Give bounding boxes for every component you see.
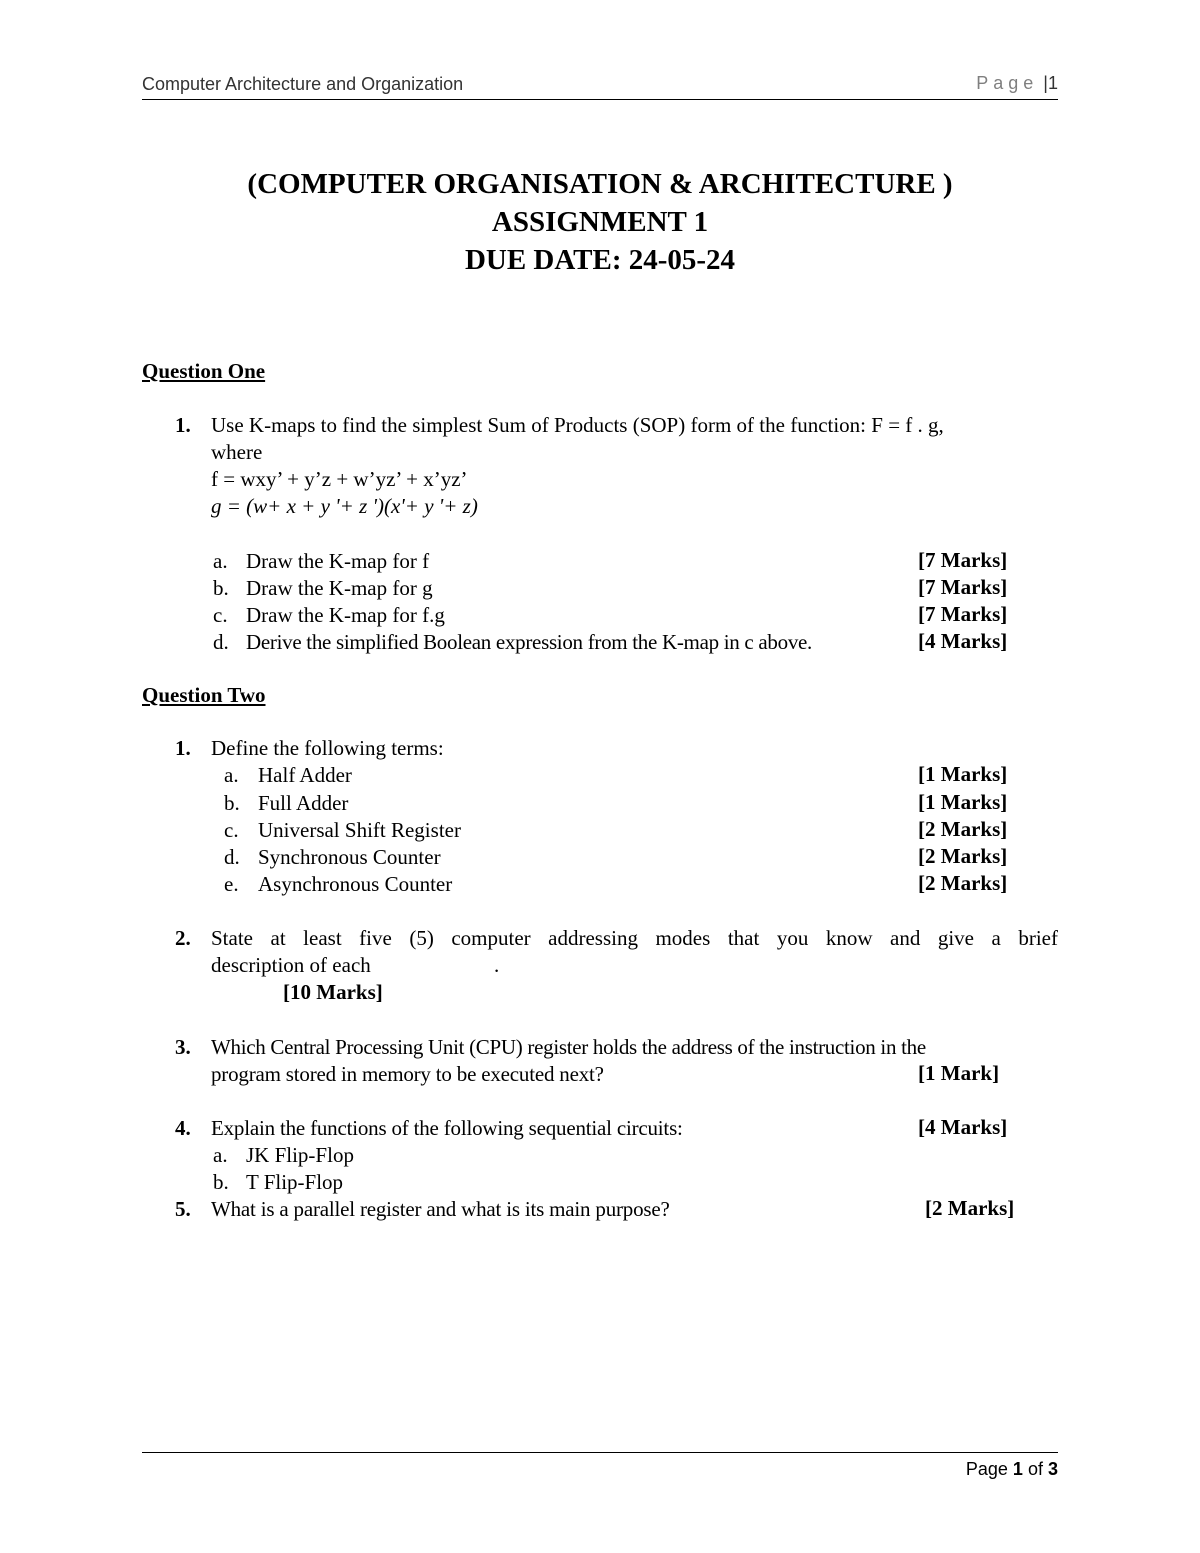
q2-item3-text-line2: program stored in memory to be executed next? — [211, 1062, 604, 1086]
assignment-label: ASSIGNMENT 1 — [491, 206, 709, 238]
q2-item4-part-letter: b. — [213, 1170, 229, 1194]
q1-part-letter: c. — [213, 603, 228, 627]
q2-item5-text: What is a parallel register and what is its main purpose? — [211, 1197, 670, 1221]
q2-item5-number: 5. — [175, 1197, 191, 1221]
q1-item-text-line2: where — [211, 440, 263, 464]
q2-term-letter: e. — [224, 872, 239, 896]
document-title: (COMPUTER ORGANISATION & ARCHITECTURE ) — [247, 168, 953, 200]
q2-item4-number: 4. — [175, 1116, 191, 1140]
q2-item4-text: Explain the functions of the following sequential circuits: — [211, 1116, 683, 1140]
q2-item1-text: Define the following terms: — [211, 736, 444, 760]
q2-item4-part-text: T Flip-Flop — [246, 1170, 344, 1194]
q2-item2-trailing-dot: . — [494, 953, 500, 977]
page-footer — [966, 1459, 1058, 1480]
q2-item3-text-line1: Which Central Processing Unit (CPU) register holds the address of the instruction in the — [211, 1035, 926, 1059]
q1-part-marks: [7 Marks] — [918, 548, 1008, 572]
q2-item4-part-letter: a. — [213, 1143, 228, 1167]
q2-term-text: Full Adder — [258, 791, 349, 815]
q1-g-expression: g = (w+ x + y '+ z ')(x'+ y '+ z) — [211, 494, 478, 518]
q2-term-letter: c. — [224, 818, 239, 842]
footer-of-word: of — [1027, 1459, 1043, 1479]
q1-part-marks: [7 Marks] — [918, 575, 1008, 599]
due-date: DUE DATE: 24-05-24 — [464, 244, 736, 276]
q2-term-text: Universal Shift Register — [258, 818, 461, 842]
q1-part-marks: [7 Marks] — [918, 602, 1008, 626]
q1-part-text: Derive the simplified Boolean expression from the K-map in c above. — [246, 630, 812, 654]
q2-item1-number: 1. — [175, 736, 191, 760]
running-header-page — [976, 73, 1058, 94]
q1-part-text: Draw the K-map for f.g — [246, 603, 445, 627]
q1-item-number: 1. — [175, 413, 191, 437]
question-one-heading: Question One — [142, 359, 266, 383]
q2-item2-number: 2. — [175, 926, 191, 950]
q2-item2-text-line1: State at least five (5) computer addressing modes that you know and give a brief — [211, 926, 1058, 950]
footer-page-word: Page — [965, 1459, 1008, 1479]
q2-item4-marks: [4 Marks] — [918, 1115, 1008, 1139]
q2-term-text: Synchronous Counter — [258, 845, 441, 869]
header-page-word: Page — [976, 73, 1039, 93]
q2-item2-marks: [10 Marks] — [283, 980, 383, 1004]
q2-item3-number: 3. — [175, 1035, 191, 1059]
footer-rule — [142, 1452, 1058, 1453]
q1-item-text-line1: Use K-maps to find the simplest Sum of Products (SOP) form of the function: F = f . g, — [211, 413, 944, 437]
header-rule — [142, 99, 1058, 100]
q2-item5-marks: [2 Marks] — [925, 1196, 1015, 1220]
q1-part-letter: a. — [213, 549, 228, 573]
q2-term-marks: [1 Marks] — [918, 790, 1008, 814]
q1-part-letter: b. — [213, 576, 229, 600]
q2-term-marks: [1 Marks] — [918, 762, 1008, 786]
q1-part-letter: d. — [213, 630, 229, 654]
q2-item4-part-text: JK Flip-Flop — [246, 1143, 354, 1167]
q2-term-text: Half Adder — [258, 763, 352, 787]
q2-item2-text-line2: description of each — [211, 953, 371, 977]
footer-total-pages: 3 — [1047, 1459, 1058, 1479]
q2-term-marks: [2 Marks] — [918, 817, 1008, 841]
question-two-heading: Question Two — [142, 683, 266, 707]
q2-term-text: Asynchronous Counter — [258, 872, 453, 896]
footer-current-page: 1 — [1012, 1459, 1023, 1479]
q2-term-letter: a. — [224, 763, 239, 787]
q2-term-marks: [2 Marks] — [918, 871, 1008, 895]
running-header-title: Computer Architecture and Organization — [142, 74, 464, 94]
header-separator: | — [1043, 73, 1048, 93]
q2-term-marks: [2 Marks] — [918, 844, 1008, 868]
q2-term-letter: d. — [224, 845, 240, 869]
q1-part-text: Draw the K-map for f — [246, 549, 430, 573]
q1-part-text: Draw the K-map for g — [246, 576, 433, 600]
q1-f-expression: f = wxy’ + y’z + w’yz’ + x’yz’ — [211, 467, 468, 491]
q2-item3-marks: [1 Mark] — [918, 1061, 1000, 1085]
header-page-number: 1 — [1047, 73, 1058, 93]
q1-part-marks: [4 Marks] — [918, 629, 1008, 653]
q2-term-letter: b. — [224, 791, 240, 815]
